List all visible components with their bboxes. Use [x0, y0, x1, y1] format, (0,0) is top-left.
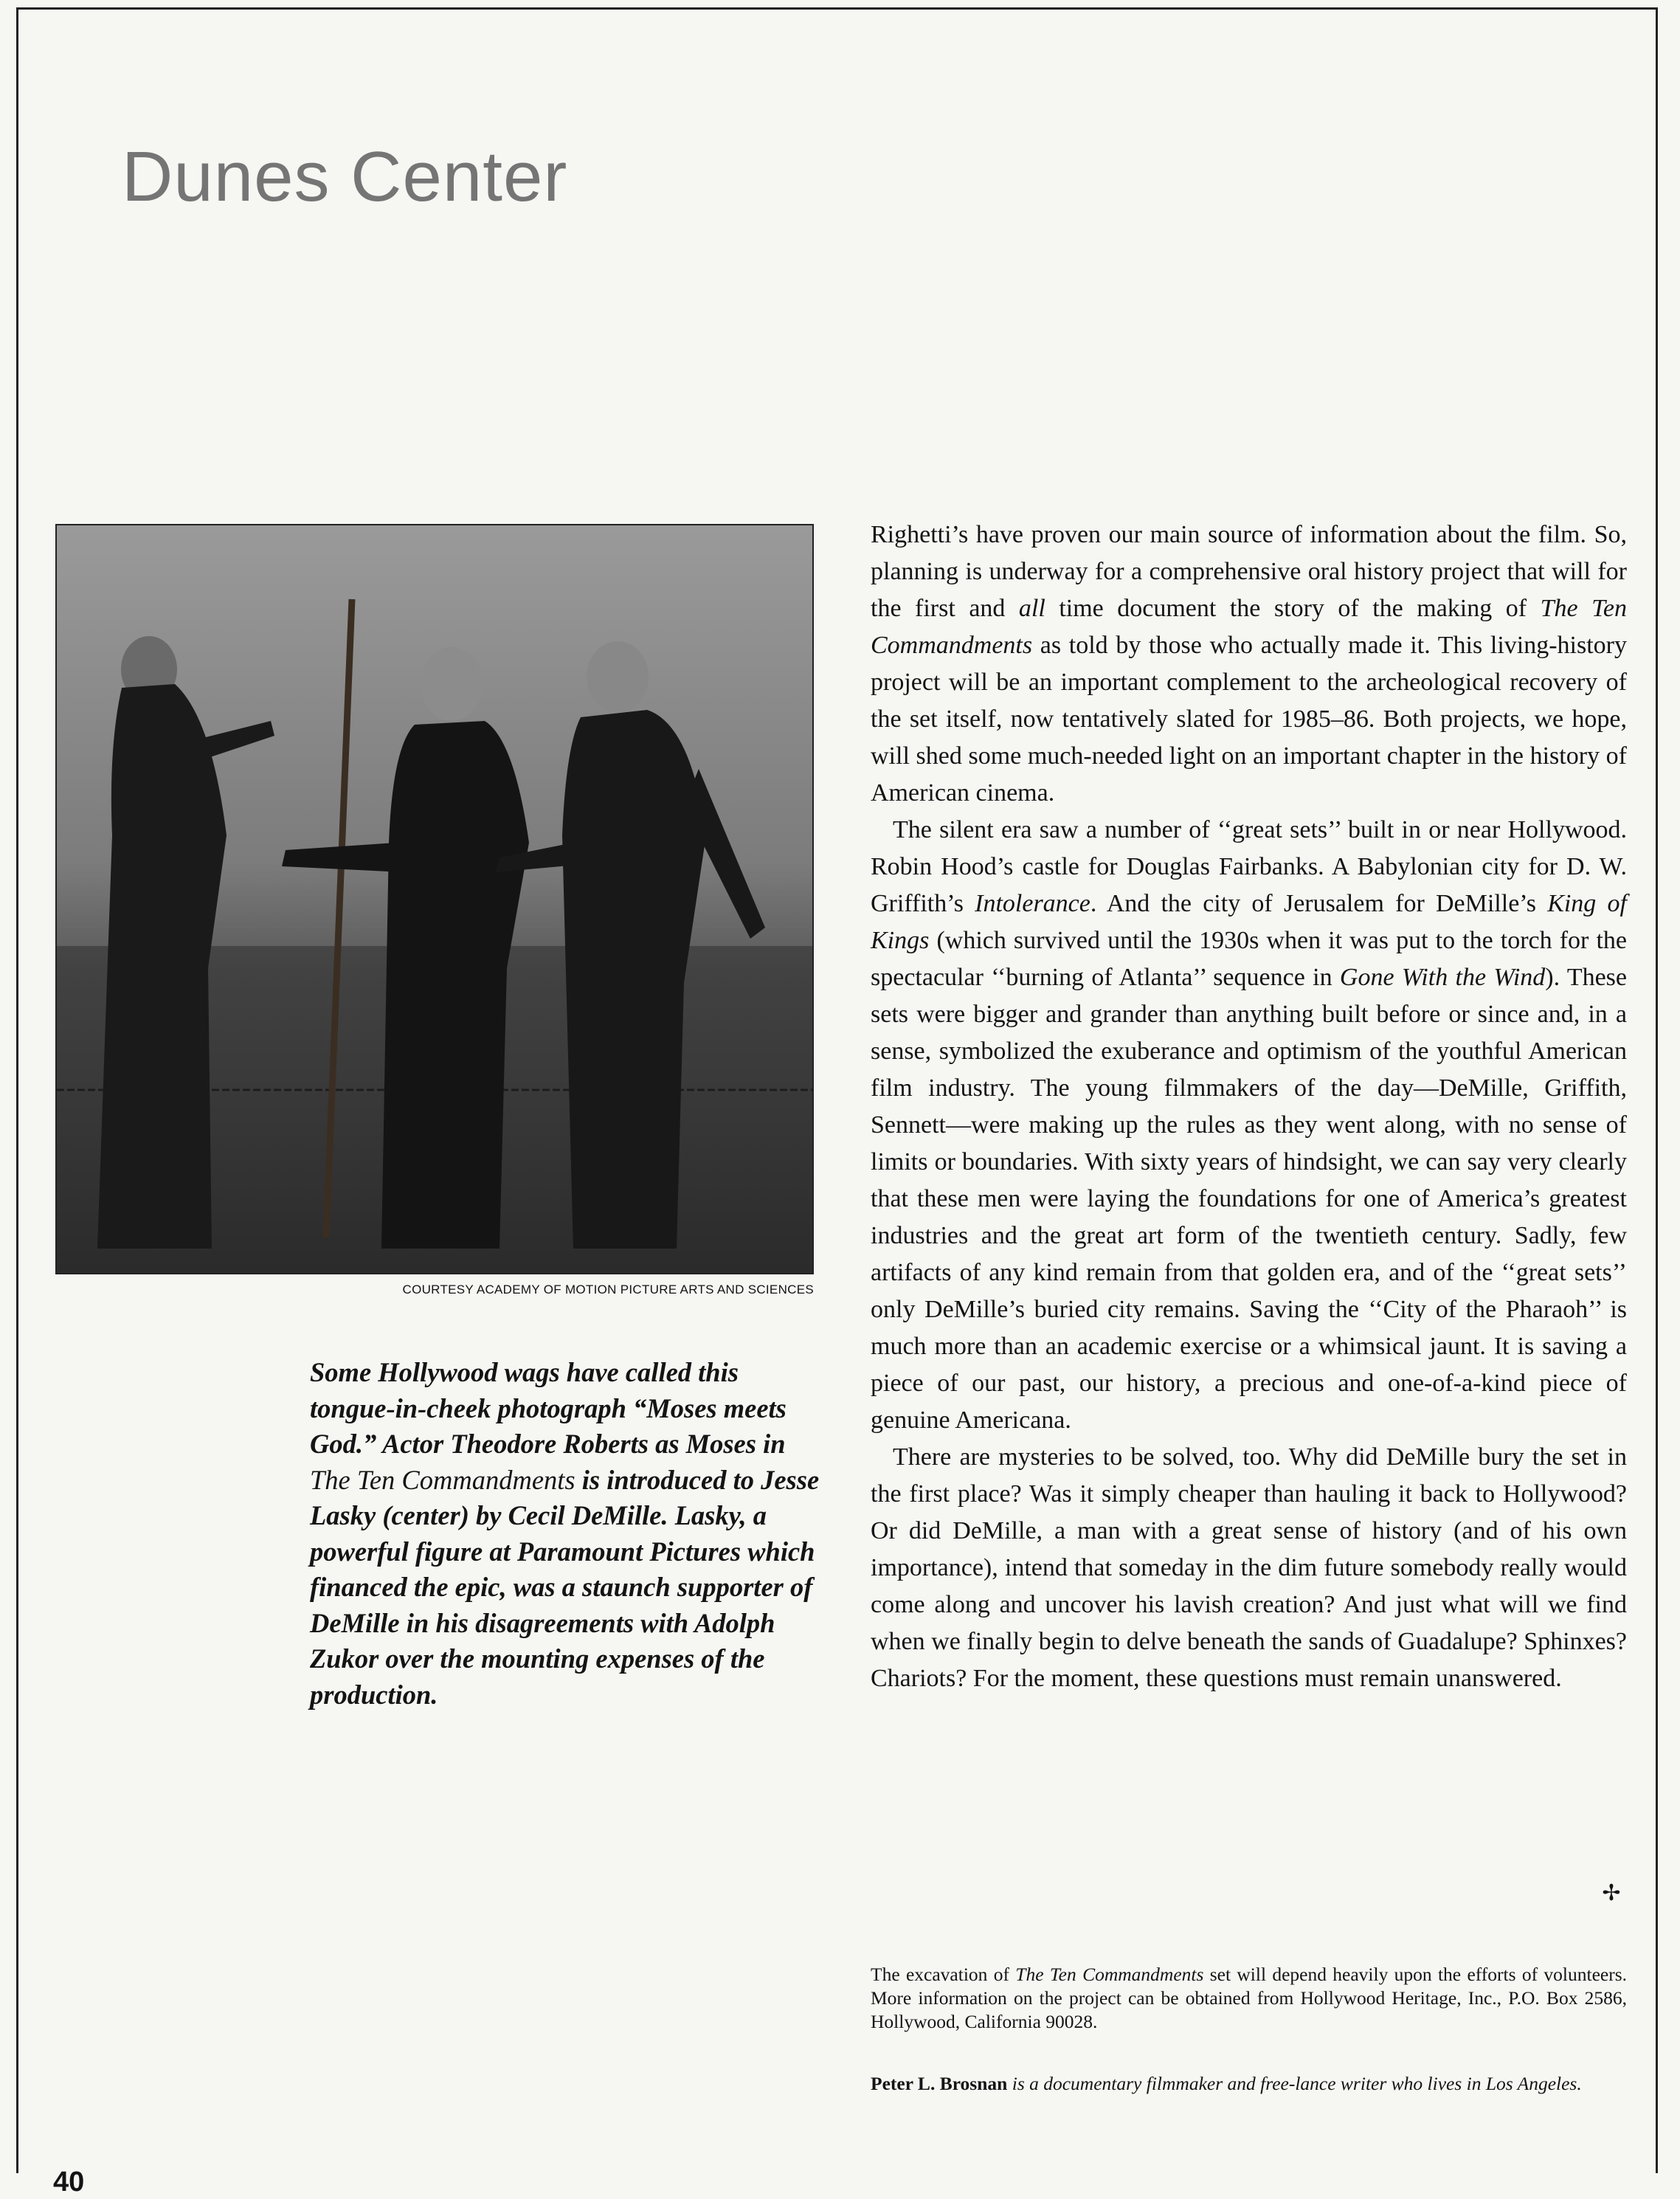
text-run-italic: The Ten Commandments [871, 595, 1627, 659]
page-header-title: Dunes Center [122, 137, 568, 216]
text-run-italic: Gone With the Wind [1339, 964, 1546, 991]
end-mark-icon: ✢ [1602, 1880, 1621, 1906]
archival-photo [55, 524, 814, 1274]
article-body [871, 517, 1627, 1697]
author-name: Peter L. Brosnan [871, 2073, 1008, 2094]
text-run: set will depend heavily upon the efforts of volunteers. More information on the project can be obtained from Hollywood Heritage, Inc., P.O. Box 2586, Hollywood, California 90028. [871, 1964, 1627, 2032]
caption-part-2: is introduced to Jesse Lasky (center) by Cecil DeMille. Lasky, a powerful figure at Paramount Pictures which financed the epic, was a staunch supporter of DeMille in his disagreements with Adolph Zukor over the mounting expenses of the production. [310, 1464, 820, 1710]
author-bio [871, 2072, 1627, 2096]
volunteer-note [871, 1963, 1627, 2034]
text-run: time document the story of the making of [1045, 595, 1541, 622]
text-run: ). These sets were bigger and grander than anything built before or since and, in a sense, symbolized the exuberance and optimism of the youthful American film industry. The young filmmakers of the day—DeMille, Griffith, Sennett—were making up the rules as they went along, with no sense of limits or boundaries. With sixty years of hindsight, we can say very clearly that these men were laying the foundations for one of America’s greatest industries and the great art form of the twentieth century. Sadly, few artifacts of any kind remain from that golden era, and of the ‘‘great sets’’ only DeMille’s buried city remains. Saving the ‘‘City of the Pharaoh’’ is much more than an academic exercise or a whimsical jaunt. It is saving a piece of our past, our history, a precious and one-of-a-kind piece of genuine Americana. [871, 964, 1627, 1434]
text-run-italic: Intolerance [975, 890, 1090, 917]
text-run: as told by those who actually made it. This living-history project will be an important complement to the archeological recovery of the set itself, now tentatively slated for 1985–86. Both projects, we hope, will shed some much-needed light on an important chapter in the history of American cinema. [871, 632, 1627, 807]
article-paragraph-1 [871, 517, 1627, 812]
page-number: 40 [53, 2167, 85, 2198]
article-paragraph-2 [871, 812, 1627, 1439]
page-frame-right [1656, 7, 1658, 2173]
text-run: The silent era saw a number of ‘‘great sets’’ built in or near Hollywood. Robin Hood’s castle for Douglas Fairbanks. A Babylonian city for D. W. Griffith’s [871, 816, 1627, 917]
photo-credit: COURTESY ACADEMY OF MOTION PICTURE ARTS AND SCIENCES [402, 1283, 814, 1297]
text-run: . And the city of Jerusalem for DeMille’s [1090, 890, 1548, 917]
text-run: Righetti’s have proven our main source of information about the film. So, planning is underway for a comprehensive oral history project that will for the first and [871, 521, 1627, 622]
text-run-italic: The Ten Commandments [1015, 1964, 1204, 1985]
page-frame-top [16, 7, 1658, 10]
text-run: The excavation of [871, 1964, 1016, 1985]
text-run-italic: all [1018, 595, 1045, 622]
photo-caption [310, 1355, 826, 1713]
caption-film-title: The Ten Commandments [310, 1464, 575, 1495]
text-run-italic: King of Kings [871, 890, 1627, 954]
photo-icon [57, 525, 812, 1273]
page-frame-left [16, 7, 18, 2173]
text-run: (which survived until the 1930s when it was put to the torch for the spectacular ‘‘burning of Atlanta’’ sequence in [871, 927, 1627, 991]
article-paragraph-3: There are mysteries to be solved, too. Why did DeMille bury the set in the first place? Was it simply cheaper than hauling it back to Hollywood? Or did DeMille, a man with a great sense of history (and of his own importance), intend that someday in the dim future somebody really would come along and uncover his lavish creation? And just what will we find when we finally begin to delve beneath the sands of Guadalupe? Sphinxes? Chariots? For the moment, these questions must remain unanswered. [871, 1443, 1627, 1692]
caption-part-1: Some Hollywood wags have called this tongue-in-cheek photograph “Moses meets God.” Actor Theodore Roberts as Moses in [310, 1357, 787, 1459]
author-description: is a documentary filmmaker and free-lance writer who lives in Los Angeles. [1007, 2073, 1582, 2094]
